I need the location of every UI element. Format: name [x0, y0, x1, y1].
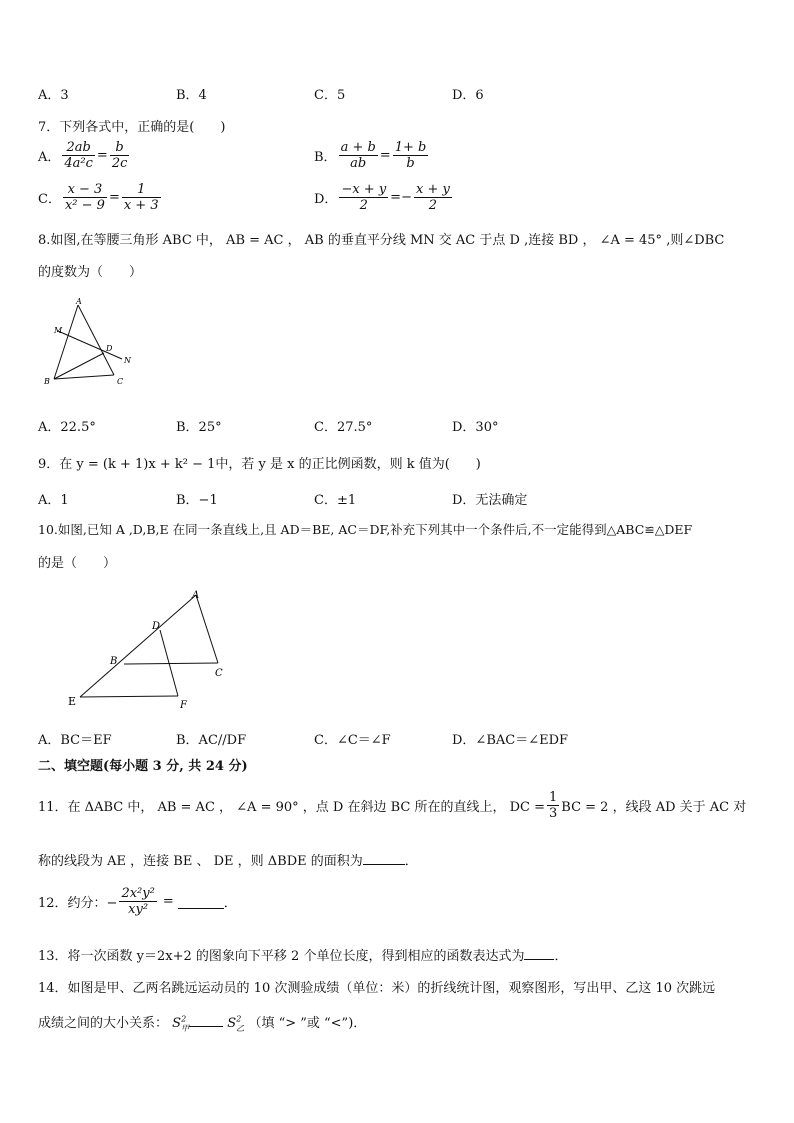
label-c: C [117, 377, 124, 386]
equals-sign: = [379, 148, 391, 163]
q7-option-a [38, 140, 131, 171]
q8-option-b: B．25° [176, 420, 222, 435]
q11-text-b: BC = 2 ，线段 AD 关于 AC 对 [561, 800, 747, 815]
q14-line2 [38, 1012, 366, 1034]
label-m: M [54, 326, 63, 335]
q10-option-c: C．∠C＝∠F [314, 733, 391, 748]
option-label: C． [38, 192, 61, 207]
fraction: $\frac{1+ b}{b}$ [394, 140, 427, 171]
q10-option-d: D．∠BAC＝∠EDF [452, 733, 569, 748]
label-a: A [76, 297, 82, 306]
segment-ac [196, 595, 218, 663]
equals-sign: = [162, 894, 174, 909]
q13-period: ． [554, 949, 568, 964]
q7-option-b [314, 140, 430, 171]
segment-bc [54, 375, 114, 379]
label-d: D [152, 621, 161, 632]
q8-option-c: C．27.5° [314, 420, 373, 435]
q12-prefix: 12．约分：− [38, 896, 118, 911]
label-n: N [124, 356, 131, 365]
equals-sign: = [108, 190, 120, 205]
fraction: $\frac{2ab}{\text{4a²c}}$ [64, 140, 93, 171]
minus-sign: − [401, 190, 412, 205]
line-ea [80, 595, 196, 697]
fraction: $\frac{b}{2c}$ [111, 140, 128, 171]
segment-ac [78, 305, 114, 375]
q12-period: ． [223, 896, 237, 911]
q6-option-c: C．5 [314, 88, 346, 103]
fraction: $\frac{x + y}{2}$ [415, 182, 450, 213]
variance-jia: $S^2_甲$ [172, 1014, 190, 1033]
label-b: B [44, 377, 50, 386]
segment-bc [124, 663, 218, 664]
q11-text-a: 11．在 ΔABC 中， AB = AC ， ∠A = 90° ，点 D 在斜边 BC 所在的直线上， DC = [38, 800, 545, 815]
answer-blank[interactable] [189, 1026, 223, 1027]
label-e: E [68, 695, 77, 708]
q10-option-b: B．AC//DF [176, 733, 247, 748]
q10-triangles-figure [60, 585, 240, 710]
q14-text: 成绩之间的大小关系： [38, 1016, 169, 1031]
section-2-heading: 二、填空题(每小题 3 分, 共 24 分) [38, 759, 248, 774]
q8-option-d: D．30° [452, 420, 499, 435]
equals-sign: = [390, 190, 402, 205]
q8-option-a: A．22.5° [38, 420, 96, 435]
q13-line [38, 945, 567, 964]
q9-option-a: A．1 [38, 493, 69, 508]
equals-sign: = [96, 148, 108, 163]
q11-text-c: 称的线段为 AE ，连接 BE 、 DE ，则 ΔBDE 的面积为 [38, 854, 363, 869]
q14-line1: 14．如图是甲、乙两名跳远运动员的 10 次测验成绩（单位：米）的折线统计图，观察图形，写出甲、乙这 10 次跳远 [38, 981, 716, 996]
answer-blank[interactable] [178, 894, 224, 909]
label-c: C [215, 668, 223, 679]
label-f: F [180, 700, 187, 710]
q7-option-c [38, 182, 163, 213]
option-label: D． [314, 192, 338, 207]
q10-stem-line1: 10.如图,已知 A ,D,B,E 在同一条直线上,且 AD＝BE, AC＝DF,补充下列其中一个条件后,不一定能得到△ABC≌△DEF [38, 522, 693, 537]
q11-period: ． [404, 854, 418, 869]
label-d: D [106, 344, 113, 353]
q10-stem-line2: 的是（ ） [38, 556, 117, 571]
q11-line2 [38, 850, 418, 869]
option-label: A． [38, 150, 61, 165]
q13-text: 13．将一次函数 y＝2x+2 的图象向下平移 2 个单位长度，得到相应的函数表达式为 [38, 949, 525, 964]
q8-stem-line2: 的度数为（ ） [38, 265, 143, 280]
fraction: $\frac{a + b}{ab}$ [340, 140, 376, 171]
answer-blank[interactable] [363, 864, 405, 865]
q6-option-b: B．4 [176, 88, 207, 103]
q6-option-a: A．3 [38, 88, 69, 103]
q9-option-b: B．−1 [176, 493, 218, 508]
answer-blank[interactable] [524, 959, 554, 960]
q14-hint: （填 “> ”或 “<”)． [248, 1016, 367, 1031]
q9-option-d: D．无法确定 [452, 493, 528, 508]
fraction: $\frac{1}{x + 3}$ [123, 182, 159, 213]
q12-line [38, 886, 237, 917]
q6-option-d: D．6 [452, 88, 484, 103]
q8-triangle-figure [38, 295, 148, 395]
q8-stem-line1: 8.如图,在等腰三角形 ABC 中， AB = AC ， AB 的垂直平分线 MN 交 AC 于点 D ,连接 BD ， ∠A = 45° ,则∠DBC [38, 233, 725, 248]
option-label: B． [314, 150, 337, 165]
q10-option-a: A．BC＝EF [38, 733, 112, 748]
fraction: $\frac{x - 3}{\text{x² − 9}}$ [64, 182, 105, 213]
q9-option-c: C．±1 [314, 493, 357, 508]
label-b: B [110, 656, 118, 667]
label-a: A [192, 590, 200, 601]
q9-stem: 9．在 y = (k + 1)x + k² − 1中，若 y 是 x 的正比例函数，则 k 值为( ) [38, 457, 481, 472]
variance-yi: $S^2_乙$ [227, 1014, 245, 1033]
fraction: $\frac{-x + y}{2}$ [341, 182, 387, 213]
fraction: $\frac{1}{3}$ [549, 790, 558, 821]
q7-option-d [314, 182, 454, 213]
fraction: $\frac{\text{2x²y²}}{\text{xy²}}$ [121, 886, 155, 917]
q7-stem: 7．下列各式中，正确的是( ) [38, 120, 226, 135]
segment-ef [80, 696, 178, 697]
q11-line1 [38, 790, 746, 821]
